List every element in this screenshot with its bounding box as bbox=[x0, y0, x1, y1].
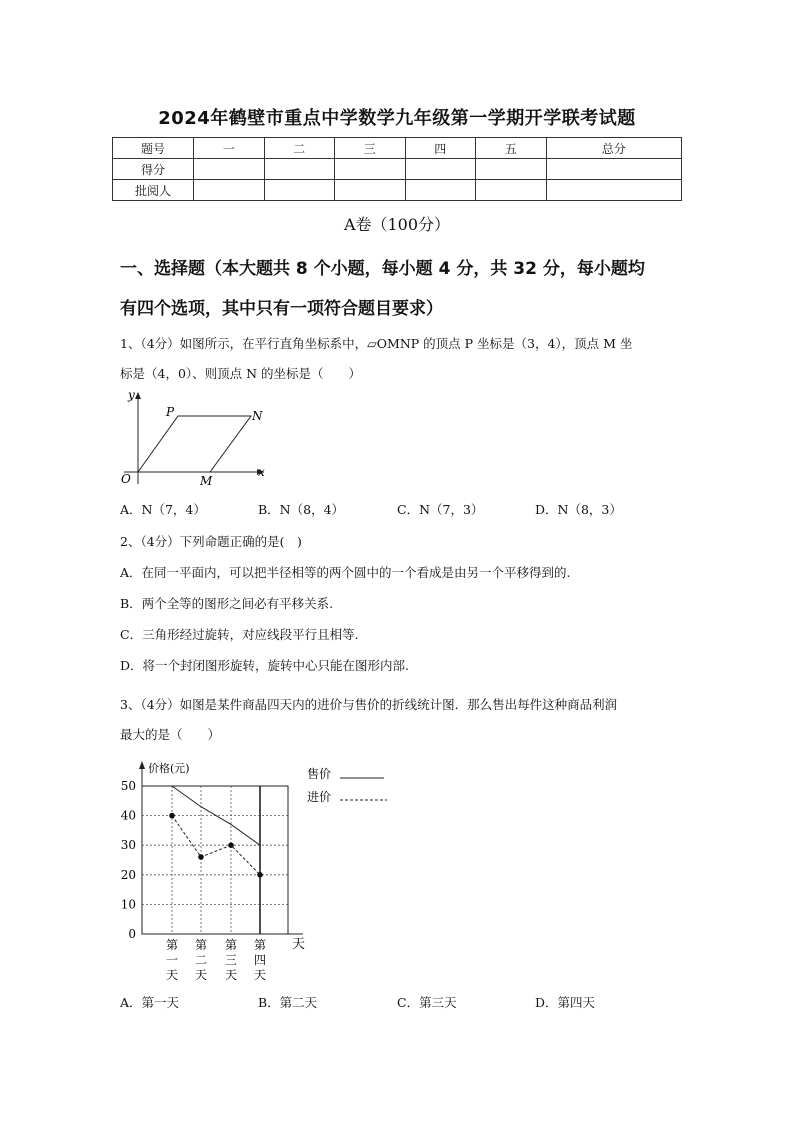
score-row bbox=[113, 159, 682, 180]
point-m-label: M bbox=[200, 474, 213, 488]
score-table-header-cell: 总分 bbox=[546, 138, 682, 159]
chart-x-tick-label-char: 第 bbox=[224, 938, 238, 952]
chart-y-tick-label: 20 bbox=[120, 867, 136, 882]
point-p-label: P bbox=[166, 405, 175, 419]
chart-y-tick-label: 50 bbox=[120, 779, 136, 793]
score-cell[interactable] bbox=[546, 159, 682, 180]
q2-option-c[interactable]: C．三角形经过旋转，对应线段平行且相等. bbox=[120, 627, 359, 642]
q3-option-c[interactable]: C．第三天 bbox=[397, 995, 457, 1010]
q1-stem-line2: 标是（4，0）、则顶点 N 的坐标是（ ） bbox=[120, 366, 362, 381]
score-table-header-cell: 一 bbox=[194, 138, 265, 159]
chart-plot-frame bbox=[142, 786, 288, 934]
score-table-header-cell: 四 bbox=[405, 138, 476, 159]
score-table bbox=[112, 137, 682, 201]
chart-y-tick-label: 10 bbox=[120, 897, 136, 912]
score-cell[interactable] bbox=[194, 159, 265, 180]
q3-option-a[interactable]: A．第一天 bbox=[120, 995, 180, 1010]
chart-x-tick-label-char: 天 bbox=[224, 968, 238, 982]
score-cell[interactable] bbox=[264, 159, 335, 180]
chart-x-tick-label-char: 天 bbox=[253, 968, 267, 982]
reviewer-cell[interactable] bbox=[264, 180, 335, 201]
cost-price-point bbox=[228, 842, 234, 848]
score-cell[interactable] bbox=[476, 159, 547, 180]
score-table-header-cell: 题号 bbox=[113, 138, 194, 159]
legend-label-cost: 进价 bbox=[307, 790, 332, 804]
chart-y-axis-label: 价格(元) bbox=[148, 762, 190, 775]
q1-option-c[interactable]: C．N（7，3） bbox=[397, 502, 484, 517]
chart-x-tick-label-char: 第 bbox=[253, 938, 267, 952]
reviewer-cell[interactable] bbox=[476, 180, 547, 201]
part1-heading-line2: 有四个选项，其中只有一项符合题目要求） bbox=[120, 299, 443, 319]
chart-x-tick-label-char: 天 bbox=[194, 968, 208, 982]
chart-x-axis-label: 天 bbox=[292, 937, 306, 952]
chart-x-tick-label-char: 四 bbox=[253, 953, 267, 967]
score-cell[interactable] bbox=[335, 159, 406, 180]
q1-option-a[interactable]: A．N（7，4） bbox=[120, 502, 206, 517]
reviewer-cell[interactable] bbox=[405, 180, 476, 201]
chart-y-tick-label: 0 bbox=[128, 927, 136, 941]
score-cell[interactable] bbox=[405, 159, 476, 180]
score-table-header-cell: 五 bbox=[476, 138, 547, 159]
x-axis-label: x bbox=[258, 465, 265, 479]
section-a-heading: A卷（100分） bbox=[343, 215, 451, 234]
cost-price-point bbox=[257, 872, 263, 878]
cost-price-point bbox=[198, 854, 204, 860]
q3-stem-line2: 最大的是（ ） bbox=[120, 727, 221, 742]
q1-option-d[interactable]: D．N（8，3） bbox=[535, 502, 622, 517]
point-n-label: N bbox=[252, 409, 263, 423]
reviewer-row-label: 批阅人 bbox=[113, 180, 194, 201]
q1-stem-line1: 1、（4分）如图所示，在平行直角坐标系中，▱OMNP 的顶点 P 坐标是（3，4），顶点 M 坐 bbox=[120, 336, 633, 351]
parallelogram-omnp bbox=[138, 416, 251, 472]
chart-x-tick-label-char: 第 bbox=[194, 938, 208, 952]
chart-x-tick-label-char: 天 bbox=[165, 968, 179, 982]
q3-price-line-chart bbox=[110, 758, 410, 988]
q3-option-b[interactable]: B．第二天 bbox=[258, 995, 318, 1010]
reviewer-cell[interactable] bbox=[546, 180, 682, 201]
reviewer-cell[interactable] bbox=[194, 180, 265, 201]
origin-label: O bbox=[121, 472, 131, 486]
page-title: 2024年鹤壁市重点中学数学九年级第一学期开学联考试题 bbox=[158, 108, 636, 129]
cost-price-point bbox=[169, 813, 175, 819]
chart-y-tick-label: 40 bbox=[120, 808, 136, 823]
score-table-header-cell: 三 bbox=[335, 138, 406, 159]
q2-option-d[interactable]: D．将一个封闭图形旋转，旋转中心只能在图形内部. bbox=[120, 658, 409, 673]
chart-x-tick-label-char: 三 bbox=[224, 953, 238, 967]
score-table-header-cell: 二 bbox=[264, 138, 335, 159]
score-row-label: 得分 bbox=[113, 159, 194, 180]
y-axis-arrow bbox=[135, 392, 141, 399]
chart-x-tick-label-char: 一 bbox=[165, 953, 179, 967]
part1-heading-line1: 一、选择题（本大题共 8 个小题，每小题 4 分，共 32 分，每小题均 bbox=[120, 259, 645, 279]
y-axis-label: y bbox=[128, 388, 135, 402]
chart-x-tick-label-char: 二 bbox=[194, 953, 208, 967]
chart-y-tick-label: 30 bbox=[120, 838, 136, 853]
q2-option-b[interactable]: B．两个全等的图形之间必有平移关系. bbox=[120, 596, 334, 611]
reviewer-cell[interactable] bbox=[335, 180, 406, 201]
q3-stem-line1: 3、（4分）如图是某件商晶四天内的进价与售价的折线统计图．那么售出每件这种商品利润 bbox=[120, 697, 618, 712]
legend-label-selling: 售价 bbox=[307, 767, 332, 781]
q1-option-b[interactable]: B．N（8，4） bbox=[258, 502, 345, 517]
chart-y-axis-arrow bbox=[139, 761, 145, 769]
score-table-header-row bbox=[113, 138, 682, 159]
q2-stem: 2、（4分）下列命题正确的是( ) bbox=[120, 534, 302, 549]
reviewer-row bbox=[113, 180, 682, 201]
q3-option-d[interactable]: D．第四天 bbox=[535, 995, 596, 1010]
q2-option-a[interactable]: A．在同一平面内，可以把半径相等的两个圆中的一个看成是由另一个平移得到的. bbox=[120, 565, 571, 580]
q1-parallelogram-figure bbox=[118, 388, 278, 488]
chart-x-tick-label-char: 第 bbox=[165, 938, 179, 952]
